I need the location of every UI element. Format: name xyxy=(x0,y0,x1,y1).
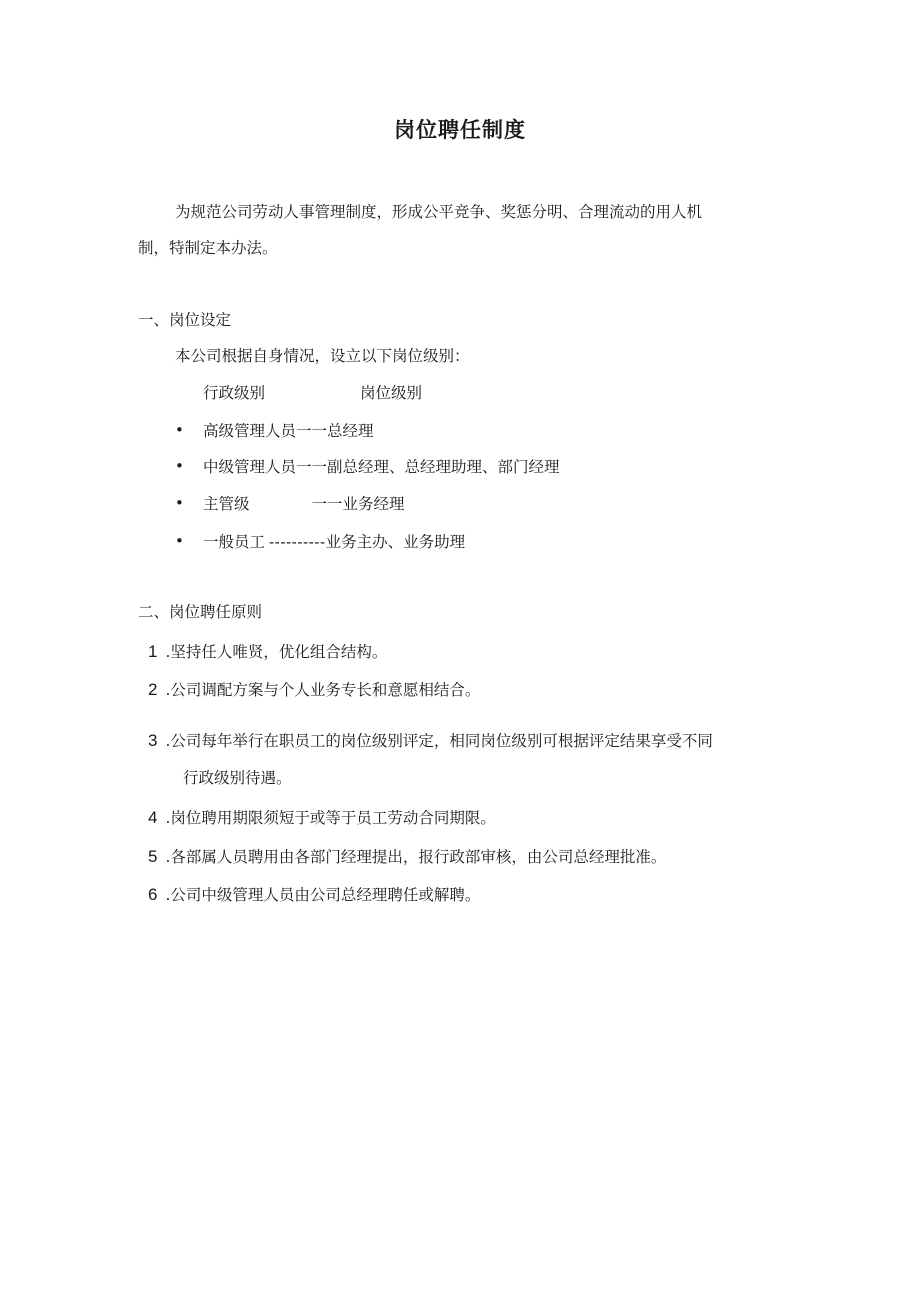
item-number: 2 xyxy=(148,680,158,699)
bullet-positions: 总经理 xyxy=(327,422,374,440)
column-header-admin-level: 行政级别 xyxy=(203,384,266,402)
bullet-separator: ---------- xyxy=(269,534,326,551)
bullet-separator: 一一 xyxy=(296,422,328,440)
bullet-role: 高级管理人员 xyxy=(203,422,297,440)
bullet-item-supervisor xyxy=(203,494,405,514)
principle-item-5 xyxy=(148,847,666,867)
bullet-positions: 业务主办、业务助理 xyxy=(325,533,466,551)
principle-item-2 xyxy=(148,680,480,700)
bullet-positions: 业务经理 xyxy=(342,495,405,513)
item-text: .各部属人员聘用由各部门经理提出，报行政部审核，由公司总经理批准。 xyxy=(165,848,667,866)
item-number: 4 xyxy=(148,808,158,827)
item-text: .公司每年举行在职员工的岗位级别评定，相同岗位级别可根据评定结果享受不同 xyxy=(165,732,713,750)
bullet-role: 主管级 xyxy=(203,495,250,513)
item-text: .岗位聘用期限须短于或等于员工劳动合同期限。 xyxy=(165,809,496,827)
bullet-role: 中级管理人员 xyxy=(203,458,297,476)
bullet-separator: 一一 xyxy=(296,458,328,476)
document-title: 岗位聘任制度 xyxy=(394,118,526,142)
item-text: .坚持任人唯贤，优化组合结构。 xyxy=(165,643,388,661)
bullet-icon: • xyxy=(175,421,184,439)
intro-line-2: 制，特制定本办法。 xyxy=(138,239,278,257)
section-2-heading: 二、岗位聘任原则 xyxy=(138,603,263,621)
bullet-role: 一般员工 xyxy=(203,533,266,551)
section-1-heading: 一、岗位设定 xyxy=(138,311,232,329)
bullet-item-middle-management xyxy=(203,457,560,477)
bullet-item-general-staff xyxy=(203,532,465,553)
column-header-post-level: 岗位级别 xyxy=(360,384,423,402)
item-number: 5 xyxy=(148,847,158,866)
bullet-icon: • xyxy=(175,494,184,512)
item-text: .公司调配方案与个人业务专长和意愿相结合。 xyxy=(165,681,481,699)
principle-item-3 xyxy=(148,731,713,751)
section-1-lead: 本公司根据自身情况，设立以下岗位级别： xyxy=(175,347,470,365)
bullet-separator: 一一 xyxy=(311,495,343,513)
principle-item-4 xyxy=(148,808,496,828)
bullet-icon: • xyxy=(175,457,184,475)
bullet-item-senior-management xyxy=(203,421,374,441)
principle-item-3-continuation: 行政级别待遇。 xyxy=(183,769,292,787)
item-number: 6 xyxy=(148,885,158,904)
intro-line-1: 为规范公司劳动人事管理制度，形成公平竞争、奖惩分明、合理流动的用人机 xyxy=(175,203,703,221)
bullet-icon: • xyxy=(175,532,184,550)
item-text: .公司中级管理人员由公司总经理聘任或解聘。 xyxy=(165,886,481,904)
principle-item-1 xyxy=(148,642,387,662)
principle-item-6 xyxy=(148,885,480,905)
item-number: 1 xyxy=(148,642,158,661)
item-number: 3 xyxy=(148,731,158,750)
bullet-positions: 副总经理、总经理助理、部门经理 xyxy=(327,458,560,476)
